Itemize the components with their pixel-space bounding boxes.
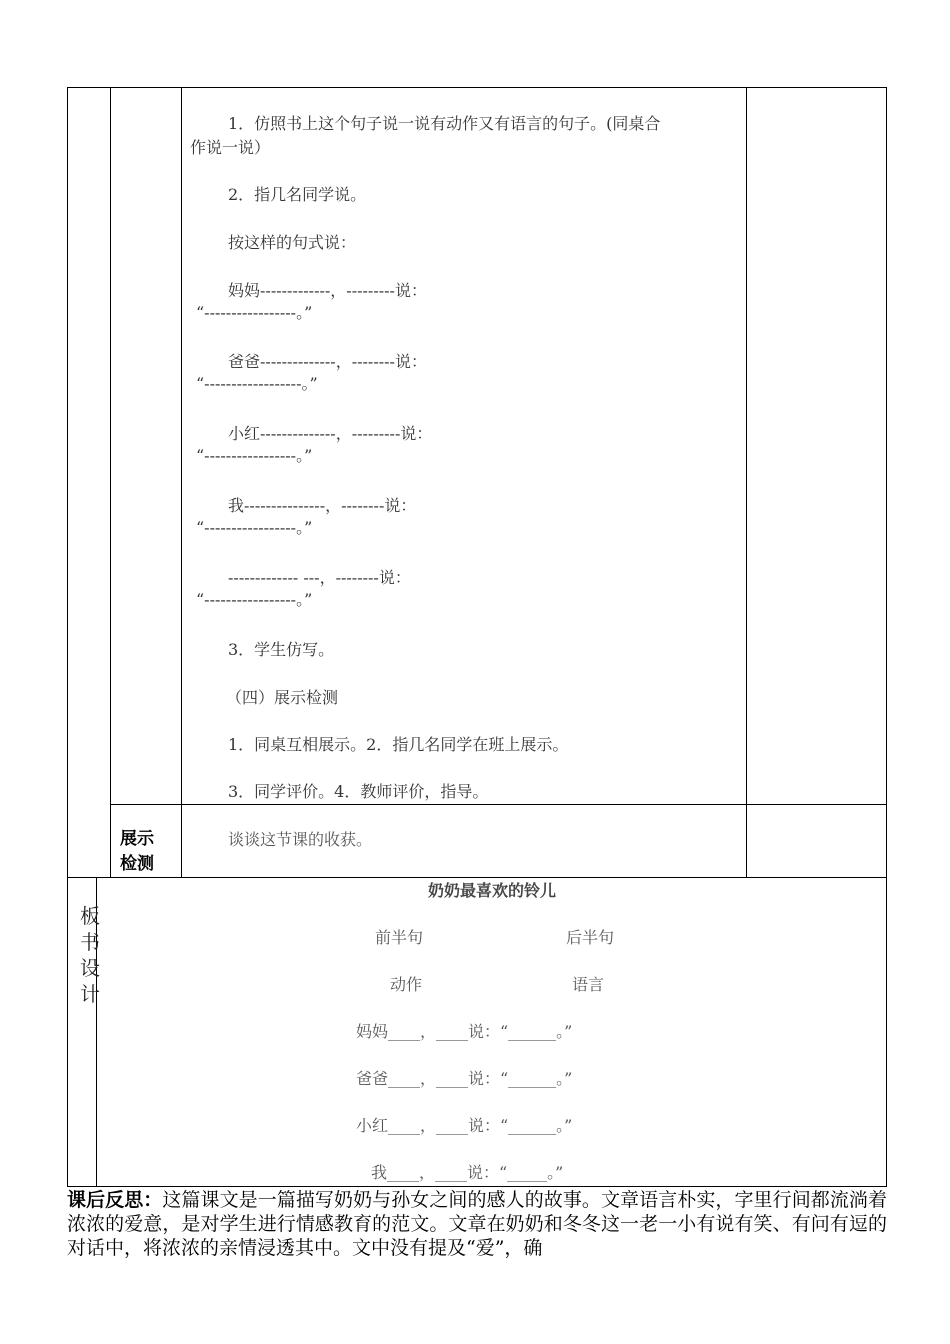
- activity-line-7: 爸爸--------------，--------说：: [228, 352, 427, 371]
- table-border-top: [67, 87, 887, 88]
- reflection-label: 课后反思：: [67, 1189, 163, 1211]
- table-border-bottom: [67, 1186, 887, 1187]
- activity-line-6: “-----------------。”: [196, 303, 313, 322]
- activity-line-9: 小红--------------，---------说：: [228, 424, 433, 443]
- activity-line-8: “------------------。”: [196, 374, 318, 393]
- activity-line-11: 我---------------，--------说：: [228, 496, 417, 515]
- board-label-char-2: 书: [80, 930, 100, 954]
- board-label-char-3: 设: [80, 956, 100, 980]
- board-left-sub: 动作: [390, 975, 423, 994]
- activity-line-2: 作说一说）: [190, 138, 271, 157]
- col-divider-1: [110, 87, 111, 877]
- board-right-sub: 语言: [572, 975, 605, 994]
- table-border-right: [886, 87, 887, 1187]
- board-left-header: 前半句: [375, 928, 424, 947]
- board-row-3: 小红____，____说：“______。”: [356, 1116, 573, 1135]
- row-divider-display: [110, 804, 887, 805]
- display-check-label-2: 检测: [120, 854, 154, 874]
- display-check-label-1: 展示: [120, 829, 154, 849]
- activity-line-1: 1．仿照书上这个句子说一说有动作又有语言的句子。(同桌合: [228, 114, 661, 133]
- board-row-1: 妈妈____，____说：“______。”: [356, 1022, 573, 1041]
- activity-line-10: “-----------------。”: [196, 446, 313, 465]
- display-check-content: 谈谈这节课的收获。: [228, 830, 373, 849]
- board-label-char-4: 计: [80, 982, 100, 1006]
- activity-line-12: “-----------------。”: [196, 518, 313, 537]
- activity-line-4: 按这样的句式说：: [228, 233, 357, 252]
- table-border-left: [67, 87, 68, 1187]
- board-title: 奶奶最喜欢的铃儿: [427, 881, 556, 900]
- activity-line-14: “-----------------。”: [196, 590, 313, 609]
- activity-line-16: （四）展示检测: [226, 688, 339, 707]
- reflection-paragraph: [67, 1188, 887, 1260]
- board-right-header: 后半句: [566, 928, 615, 947]
- board-label-char-1: 板: [80, 904, 100, 928]
- board-row-4: 我____，____说：“_____。”: [371, 1163, 564, 1182]
- activity-line-17: 1．同桌互相展示。2．指几名同学在班上展示。: [228, 735, 569, 754]
- activity-line-5: 妈妈-------------，---------说：: [228, 281, 427, 300]
- col-divider-2: [181, 87, 182, 877]
- activity-line-15: 3．学生仿写。: [228, 640, 335, 659]
- activity-line-18: 3．同学评价。4．教师评价，指导。: [228, 782, 489, 801]
- reflection-text: 这篇课文是一篇描写奶奶与孙女之间的感人的故事。文章语言朴实，字里行间都流淌着浓浓的爱意，是对学生进行情感教育的范文。文章在奶奶和冬冬这一老一小有说有笑、有问有逗的对话中，将浓浓的亲情浸透其中。文中没有提及“爱”，确: [67, 1189, 887, 1259]
- col-divider-3: [746, 87, 747, 877]
- activity-line-13: ------------- ---，--------说：: [228, 568, 411, 587]
- activity-line-3: 2．指几名同学说。: [228, 185, 367, 204]
- board-row-2: 爸爸____，____说：“______。”: [356, 1069, 573, 1088]
- row-divider-board: [67, 877, 887, 878]
